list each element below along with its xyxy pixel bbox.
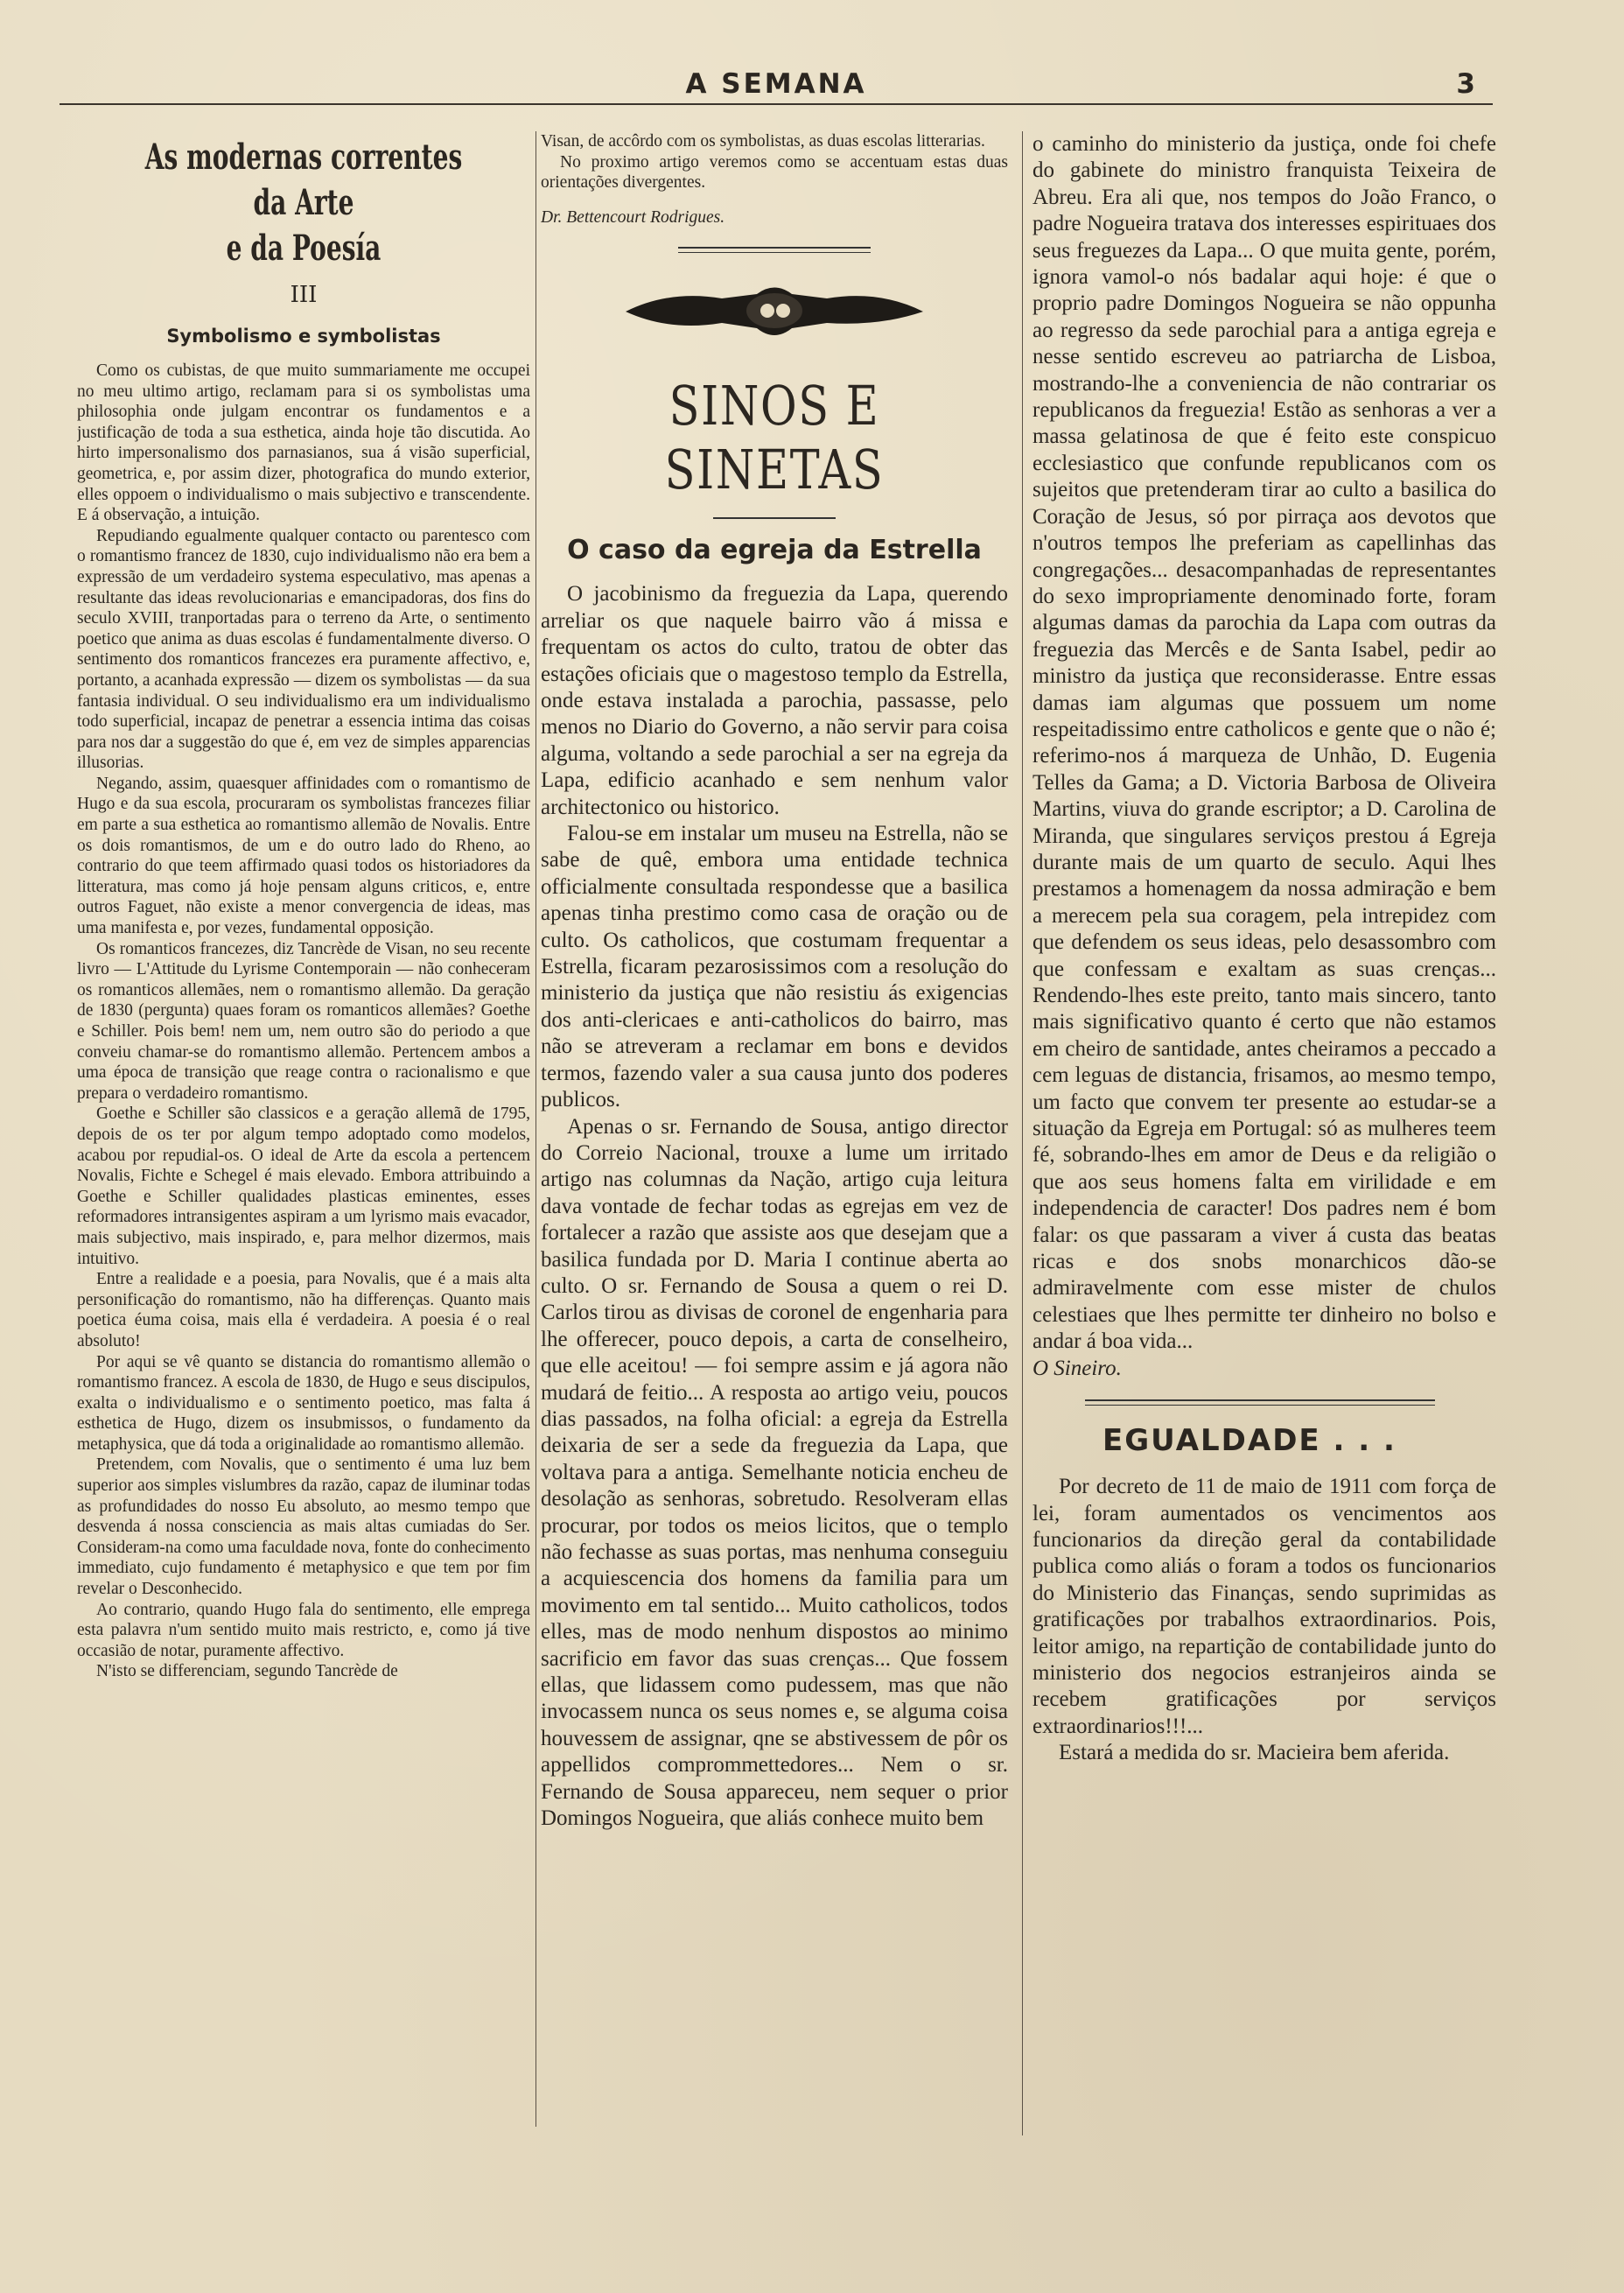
paragraph: Estará a medida do sr. Macieira bem aferida. (1059, 1741, 1450, 1765)
paragraph: Por aqui se vê quanto se distancia do romantismo allemão o romantismo francez. A escola de 1830, de Hugo e seus discipulos, exalta o individualismo e o sentimento poetico, mas falta á esthetica de Hugo, dizem os insubmissos, o fundamento da metaphysica, que dá toda a originalidade ao romantismo allemão. (77, 1352, 530, 1454)
paragraph: Visan, de accôrdo com os symbolistas, as duas escolas litterarias. (541, 132, 985, 151)
paragraph: o caminho do ministerio da justiça, onde foi chefe do gabinete do ministro franquista Teixeira de Abreu. Era ali que, nos tempos do João Franco, o padre Nogueira tratava dos interesses espirituaes dos seus freguezes da Lapa... O que muita gente, porém, ignora vamol-o nós badalar aqui hoje: é que o proprio padre Domingos Nogueira se não oppunha ao regresso da sede parochial para a antiga egreja e nesse sentido escreveu ao patriarcha de Lisboa, mostrando-lhe a conveniencia de não contrariar os republicanos da freguezia! Estão as senhoras a ver a massa gelatinosa de que é feito este conspicuo ecclesiastico que confunde republicanos com os sujeitos que pretenderam tirar ao culto a basilica do Coração de Jesus, só por pirraça aos devotos que n'outros tempos lhe preferiam as capellinhas das congregações... desacompanhadas de representantes do sexo impropriamente denominado forte, foram algumas damas da parochia da Lapa com outras da freguezia das Mercês e de Santa Isabel, pedir ao ministro da justiça que reconsiderasse. Entre essas damas iam algumas que possuem um nome respeitadissimo entre catholicos e gente que o não é; referimo-nos á marqueza de Unhão, D. Eugenia Telles da Gama; a D. Victoria Barbosa de Oliveira Martins, viuva do grande escriptor; a D. Carolina de Miranda, que singulares serviços prestou á Egreja durante mais de um quarto de seculo. Aqui lhes prestamos a homenagem da nossa admiração e bem a merecem pela sua coragem, pela intrepidez com que defendem os seus ideas, pelo desassombro com que confessam e exaltam as suas crenças... Rendendo-lhes este preito, tanto mais sincero, tanto mais significativo quanto é certo que não estamos em cheiro de santidade, antes cheiramos a peccado a cem leguas de distancia, frisamos, ao mesmo tempo, um facto que convem ter presente ao estudar-se a situação da Egreja em Portugal: só as mulheres teem fé, sobrando-lhes em amor de Deus e da religião o que aos seus homens falta em virilidade e em independencia de caracter! Dos padres nem é bom falar: os que passaram a viver á custa das beatas ricas e dos snobs monarchicos dão-se admiravelmente com esse mister de chulos celestiaes que lhes permitte ter dinheiro no bolso e andar á boa vida... (1032, 132, 1496, 1354)
article-title: EGUALDADE . . . (1102, 1423, 1396, 1459)
column-2 (541, 131, 1008, 2135)
paragraph: Falou-se em instalar um museu na Estrella, não se sabe de quê, embora uma entidade technica officialmente consultada respondesse que a basilica apenas tinha prestimo como casa de oração ou de culto. Os catholicos, que costumam frequentar a Estrella, ficaram pezarosissimos com a resolução do ministerio da justiça que não resistiu ás exigencias dos anti-clericaes e anti-catholicos do bairro, mas não se atreveram a reclamar em bons e devidos termos, fazendo valer a sua causa junto dos poderes publicos. (541, 822, 1008, 1112)
paragraph: Apenas o sr. Fernando de Sousa, antigo director do Correio Nacional, trouxe a lume um irritado artigo nas columnas da Nação, artigo cuja leitura dava vontade de fechar todas as egrejas em vez de fortalecer a razão que assiste aos que desejam que a basilica fundada por D. Maria I continue aberta ao culto. O sr. Fernando de Sousa a quem o rei D. Carlos tirou as divisas de coronel de engenharia para lhe offerecer, pouco depois, a carta de conselheiro, que elle aceitou! — foi sempre assim e já agora não mudará de feitio... A resposta ao artigo veiu, poucos dias passados, na folha oficial: a egreja da Estrella deixaria de ser a sede da freguezia da Lapa, que voltava para a antiga. Semelhante noticia encheu de desolação as senhoras, sobretudo. Resolveram ellas procurar, por todos os meios licitos, que o templo não fechasse as suas portas, mas nenhuma conseguiu a acquiescencia dos homens da familia para um movimento em tal sentido... Muito catholicos, todos elles, mas de modo nenhum dispostos ao minimo sacrificio em favor das suas crenças... Que fossem ellas, que lidassem como pudessem, mas que não invocassem nunca os seus nomes e, se alguma coisa houvessem de assignar, qne se abstivessem de pôr os appellidos comprommettedores... Nem o sr. Fernando de Sousa appareceu, nem sequer o prior Domingos Nogueira, que aliás conhece muito bem (541, 1114, 1008, 1831)
paragraph: Os romanticos francezes, diz Tancrède de Visan, no seu recente livro — L'Attitude du Lyrisme Contemporain — não conheceram os romanticos allemães, nem o romantismo allemão. Da geração de 1830 (pergunta) quaes foram os romanticos allemães? Goethe e Schiller. Pois bem! nem um, nem outro são do periodo a que conveiu chamar-se do romantismo allemão. Pertencem ambos a uma época de transição que reage contra o racionalismo e que prepara o verdadeiro romantismo. (77, 939, 530, 1103)
newspaper-title: A SEMANA (685, 68, 867, 100)
column-divider (1022, 131, 1023, 2135)
author-signature: Dr. Bettencourt Rodrigues. (541, 207, 725, 227)
subheading: Symbolismo e symbolistas (166, 326, 441, 347)
paragraph: Negando, assim, quaesquer affinidades com o romantismo de Hugo e da sua escola, procuraram os symbolistas francezes filiar em parte a sua esthetica ao romantismo allemão de Novalis. Entre os dois romantismos, de um e do outro lado do Rheno, ao contrario do que teem affirmado quasi todos os historiadores da litteratura, mas como já hoje pensam alguns criticos, e, entre outros Faguet, não existe a menor convergencia de ideas, mas uma manifesta e, por vezes, fundamental opposição. (77, 774, 530, 938)
paragraph: Pretendem, com Novalis, que o sentimento é uma luz bem superior aos simples vislumbres da razão, capaz de iluminar todas as profundidades do nosso Eu absoluto, ao mesmo tempo que desvenda á nossa consciencia as mais altas cumiadas do Ser. Consideram-na como uma faculdade nova, fonte do conhecimento immediato, cujo fundamento é metaphysico e que tem por fim revelar o Desconhecido. (77, 1455, 530, 1599)
paragraph: Por decreto de 11 de maio de 1911 com força de lei, foram aumentados os vencimentos aos funcionarios da direção geral da contabilidade publica como aliás o foram a todos os funcionarios do Ministerio das Finanças, sendo suprimidas as gratificações por trabalhos extraordinarios. Pois, leitor amigo, na repartição de contabilidade junto do ministerio dos negocios estranjeiros ainda se recebem gratificações por serviços extraordinarios!!!... (1032, 1475, 1496, 1738)
separator-rule (678, 247, 871, 253)
paragraph: Goethe e Schiller são classicos e a geração allemã de 1795, depois de os ter por algum tempo adoptado como modelos, acabou por repudial-os. O ideal de Arte da escola a pertencem Novalis, Fichte e Schegel é mais elevado. Embora attribuindo a Goethe e Schiller qualidades plasticas eminentes, esses reformadores intransigentes aspiram a um lyrismo mais evacador, mais subjectivo, mais inspirado, e, para melhor dizermos, mais intuitivo. (77, 1104, 530, 1268)
paragraph: No proximo artigo veremos como se accentuam estas duas orientações divergentes. (541, 152, 1008, 193)
column-1 (77, 131, 530, 2127)
author-signature: O Sineiro. (1032, 1356, 1122, 1380)
bells-ornament-icon (617, 272, 932, 351)
paragraph: Como os cubistas, de que muito summariamente me occupei no meu ultimo artigo, reclamam para si os symbolistas uma philosophia onde julgam encontrar os fundamentos e a justificação de toda a sua esthetica, ainda hoje tão discutida. Ao hirto impersonalismo dos parnasianos, sua á visão superficial, geometrica, e, por assim dizer, photografica do mundo exterior, elles oppoem o individualismo o mais subjectivo e transcendente. E á observação, a intuição. (77, 361, 530, 525)
paragraph: N'isto se differenciam, segundo Tancrède de (96, 1662, 398, 1681)
paragraph: O jacobinismo da freguezia da Lapa, querendo arreliar os que naquele bairro vão á missa e frequentam os actos do culto, tratou de obter das estações oficiais que o magestoso templo da Estrella, onde estava instalada a parochia, passasse, pelo menos no Diario do Governo, a não servir para coisa alguma, voltando a sede parochial a ser na egreja da Lapa, edificio acanhado e sem nenhum valor architectonico ou historico. (541, 582, 1008, 819)
section-title: SINOS E SINETAS (664, 374, 885, 502)
separator-rule (1085, 1399, 1435, 1406)
article-title: As modernas correntes da Arte e da Poesía (144, 137, 463, 269)
paragraph: Ao contrario, quando Hugo fala do sentimento, elle emprega esta palavra n'um sentido muito mais restricto, e, como já tive occasião de notar, puramente affectivo. (77, 1600, 530, 1660)
column-3 (1032, 131, 1496, 2135)
article-title: O caso da egreja da Estrella (567, 535, 982, 566)
paragraph: Entre a realidade e a poesia, para Novalis, que é a mais alta personificação do romantismo, não ha differenças. Quanto mais poetica éuma coisa, mais ella é verdadeira. A poesia é o real absoluto! (77, 1270, 530, 1350)
part-number: III (290, 282, 318, 308)
masthead (60, 68, 1493, 105)
page-number: 3 (1456, 68, 1475, 100)
separator-rule (713, 517, 836, 519)
paragraph: Repudiando egualmente qualquer contacto ou parentesco com o romantismo francez de 1830, cujo individualismo não era bem a expressão de um verdadeiro systema especulativo, mas apenas a resultante das ideas revolucionarias e emancipadoras, dos fins do seculo XVIII, tranportadas para o terreno da Arte, o sentimento poetico que anima as duas escolas é fundamentalmente diverso. O sentimento dos romanticos francezes era puramente affectivo, e, portanto, a acanhada expressão — dizem os symbolistas — da sua fantasia individual. O seu individualismo era um individualismo todo superficial, incapaz de penetrar a essencia intima das coisas para nos dar a suggestão do que é, em vez de simples apparencias illusorias. (77, 526, 530, 773)
